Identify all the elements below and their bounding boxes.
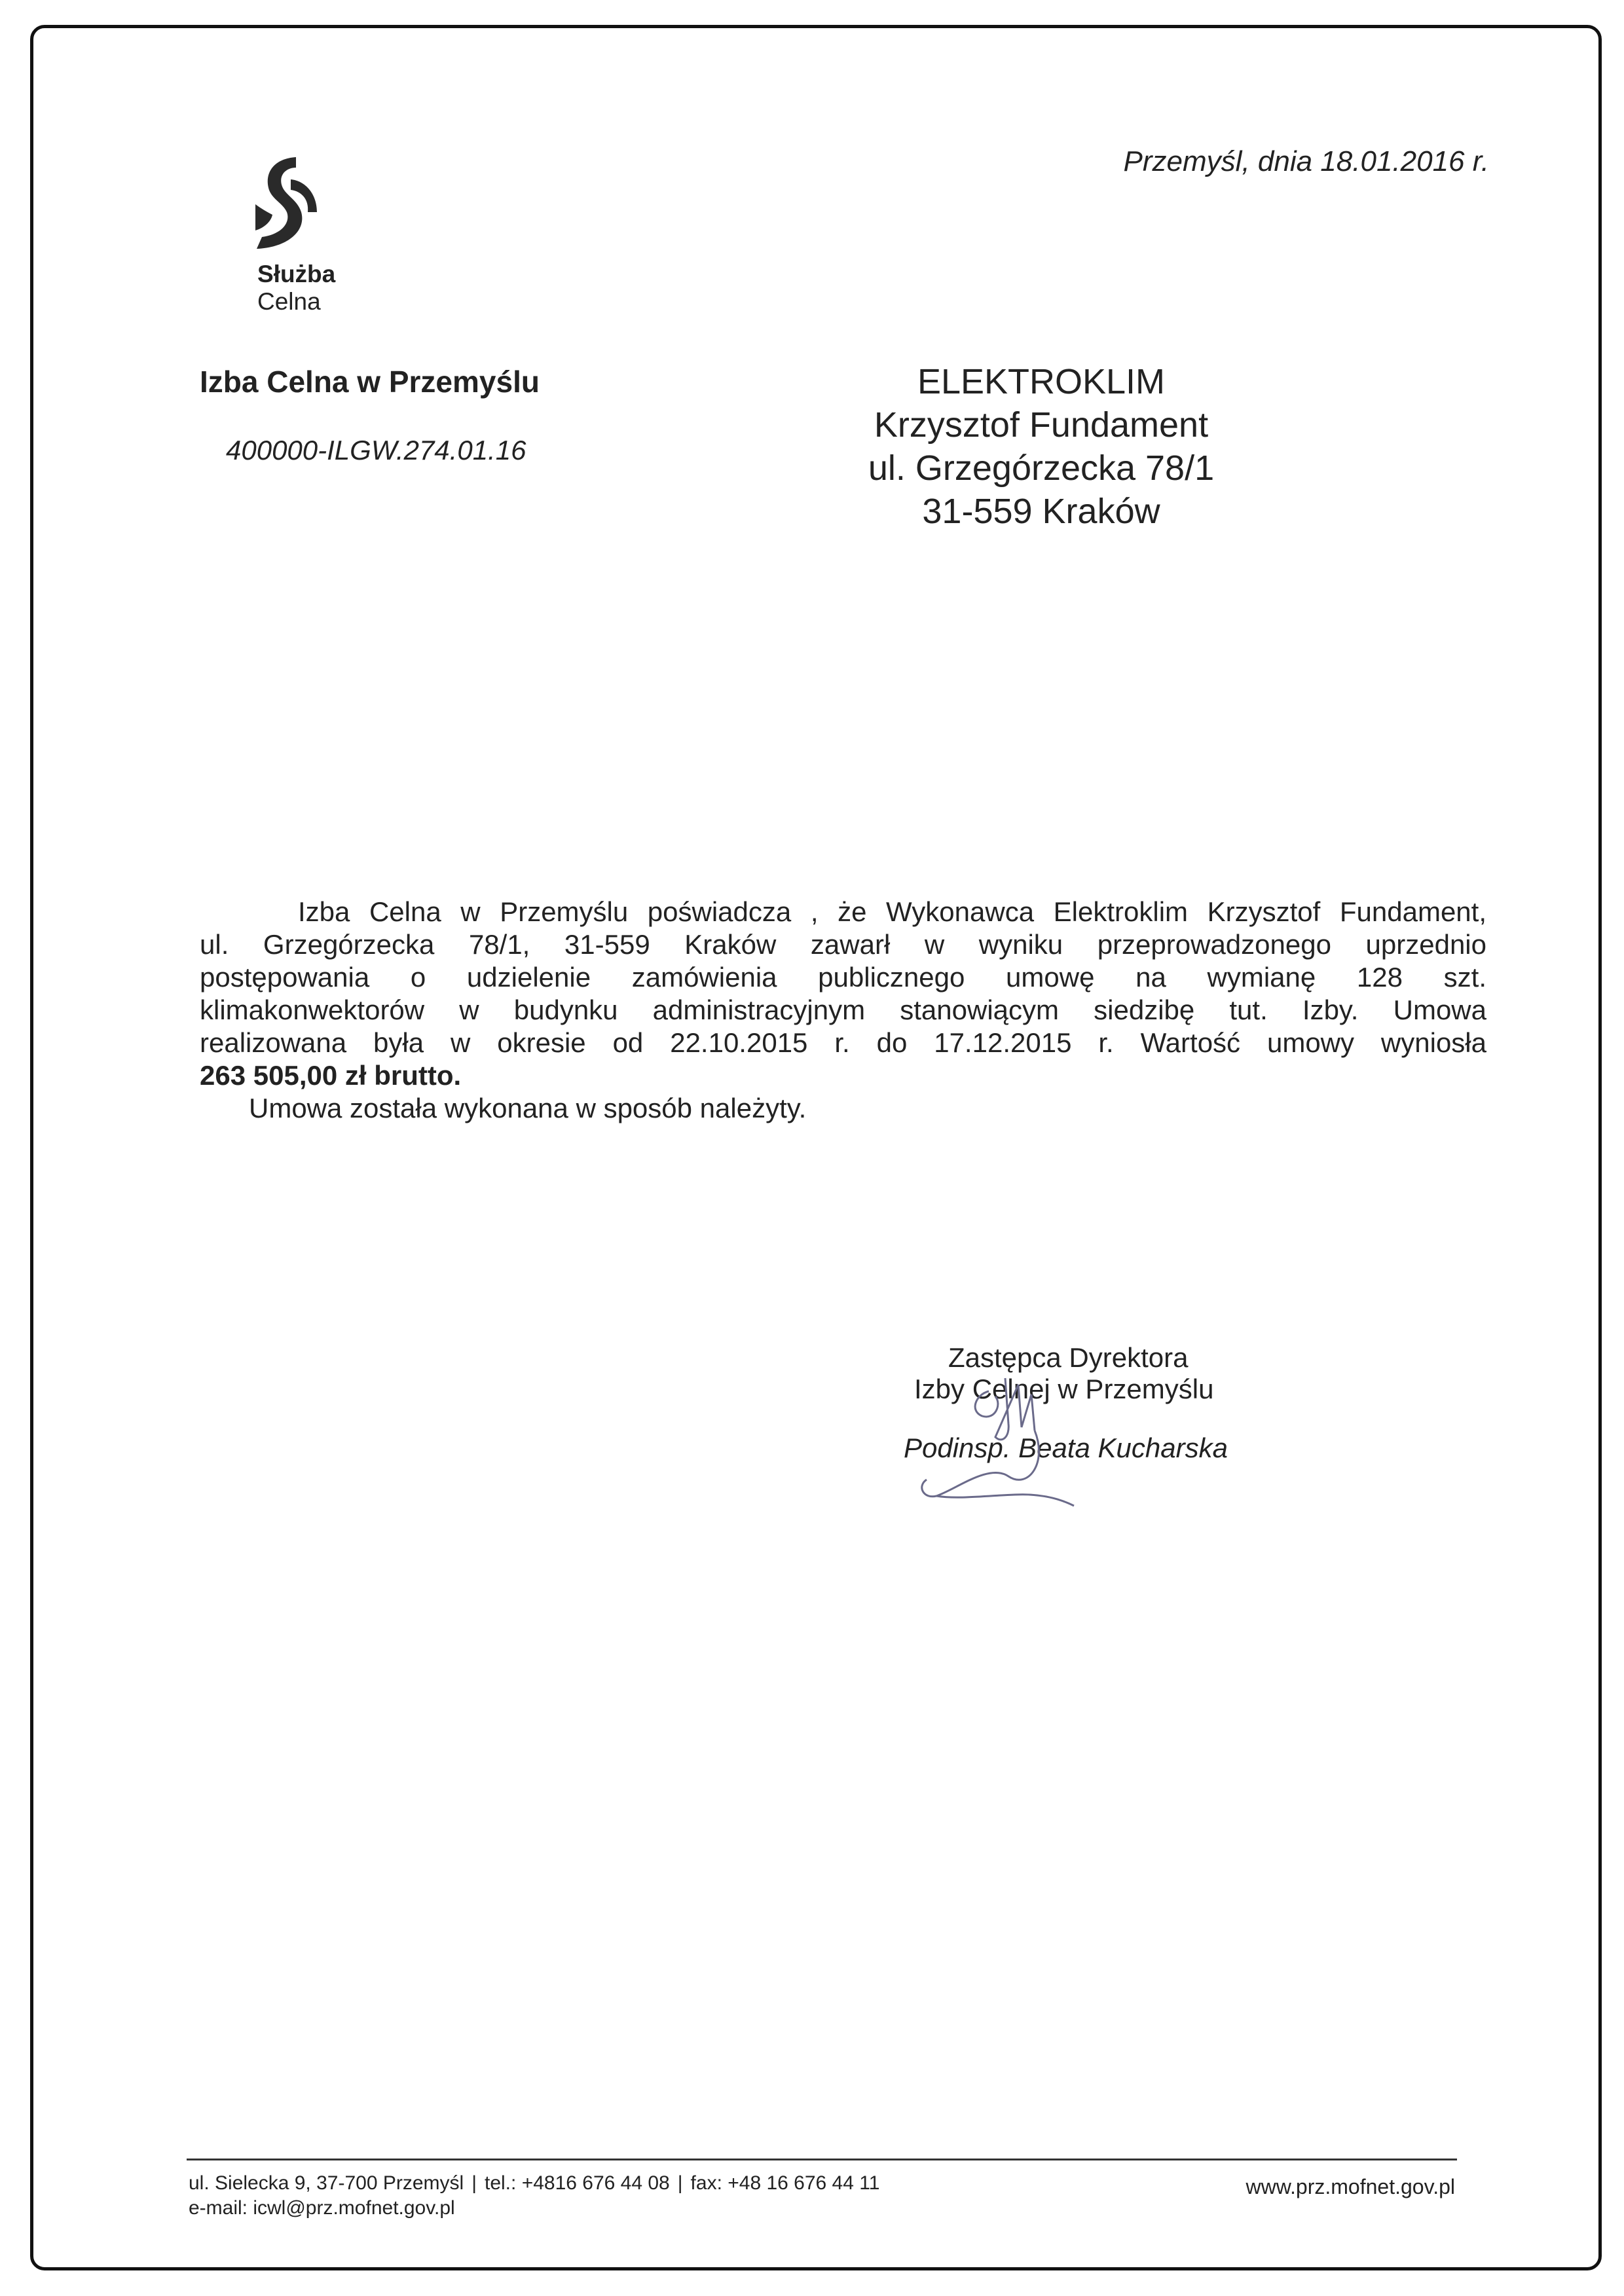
body-closing: Umowa została wykonana w sposób należyty. bbox=[249, 1093, 807, 1123]
footer-phone: tel.: +4816 676 44 08 bbox=[485, 2172, 670, 2194]
body-line: postępowania o udzielenie zamówienia publicznego umowę na wymianę 128 szt. bbox=[200, 962, 1486, 993]
sender-name: Izba Celna w Przemyślu bbox=[200, 365, 540, 399]
footer-divider bbox=[187, 2159, 1457, 2160]
recipient-street: ul. Grzegórzecka 78/1 bbox=[868, 448, 1215, 488]
handwritten-signature-icon bbox=[897, 1365, 1120, 1516]
letter-body bbox=[200, 896, 1486, 1125]
footer-separator: | bbox=[677, 2172, 683, 2194]
body-amount-line bbox=[200, 1059, 1486, 1092]
footer-address: ul. Sielecka 9, 37-700 Przemyśl bbox=[189, 2172, 464, 2194]
sluzba-celna-logo-icon bbox=[249, 152, 321, 250]
recipient-person: Krzysztof Fundament bbox=[874, 405, 1209, 445]
footer-website: www.prz.mofnet.gov.pl bbox=[1246, 2175, 1455, 2198]
logo-text-line1: Służba bbox=[257, 261, 336, 287]
signatory-title-line2: Izby Celnej w Przemyślu bbox=[914, 1374, 1214, 1404]
footer-separator: | bbox=[471, 2172, 477, 2194]
reference-number: 400000-ILGW.274.01.16 bbox=[226, 435, 526, 465]
recipient-company: ELEKTROKLIM bbox=[917, 362, 1166, 401]
body-line: ul. Grzegórzecka 78/1, 31-559 Kraków zawarł w wyniku przeprowadzonego uprzednio bbox=[200, 929, 1486, 960]
signatory-name: Podinsp. Beata Kucharska bbox=[904, 1432, 1228, 1463]
place-and-date: Przemyśl, dnia 18.01.2016 r. bbox=[1123, 145, 1489, 177]
body-line: realizowana była w okresie od 22.10.2015 r. do 17.12.2015 r. Wartość umowy wyniosła bbox=[200, 1027, 1486, 1058]
logo-text-line2: Celna bbox=[257, 288, 321, 315]
recipient-address-block bbox=[812, 360, 1270, 533]
body-line: Izba Celna w Przemyślu poświadcza , że Wykonawca Elektroklim Krzysztof Fundament, bbox=[298, 896, 1486, 927]
signatory-title-line1: Zastępca Dyrektora bbox=[948, 1342, 1189, 1373]
footer-email: e-mail: icwl@prz.mofnet.gov.pl bbox=[189, 2197, 455, 2219]
footer-contact-line bbox=[189, 2172, 879, 2195]
contract-amount: 263 505,00 zł brutto. bbox=[200, 1060, 462, 1091]
body-line: klimakonwektorów w budynku administracyjnym stanowiącym siedzibę tut. Izby. Umowa bbox=[200, 994, 1486, 1025]
footer-fax: fax: +48 16 676 44 11 bbox=[690, 2172, 880, 2194]
recipient-city: 31-559 Kraków bbox=[922, 492, 1160, 531]
